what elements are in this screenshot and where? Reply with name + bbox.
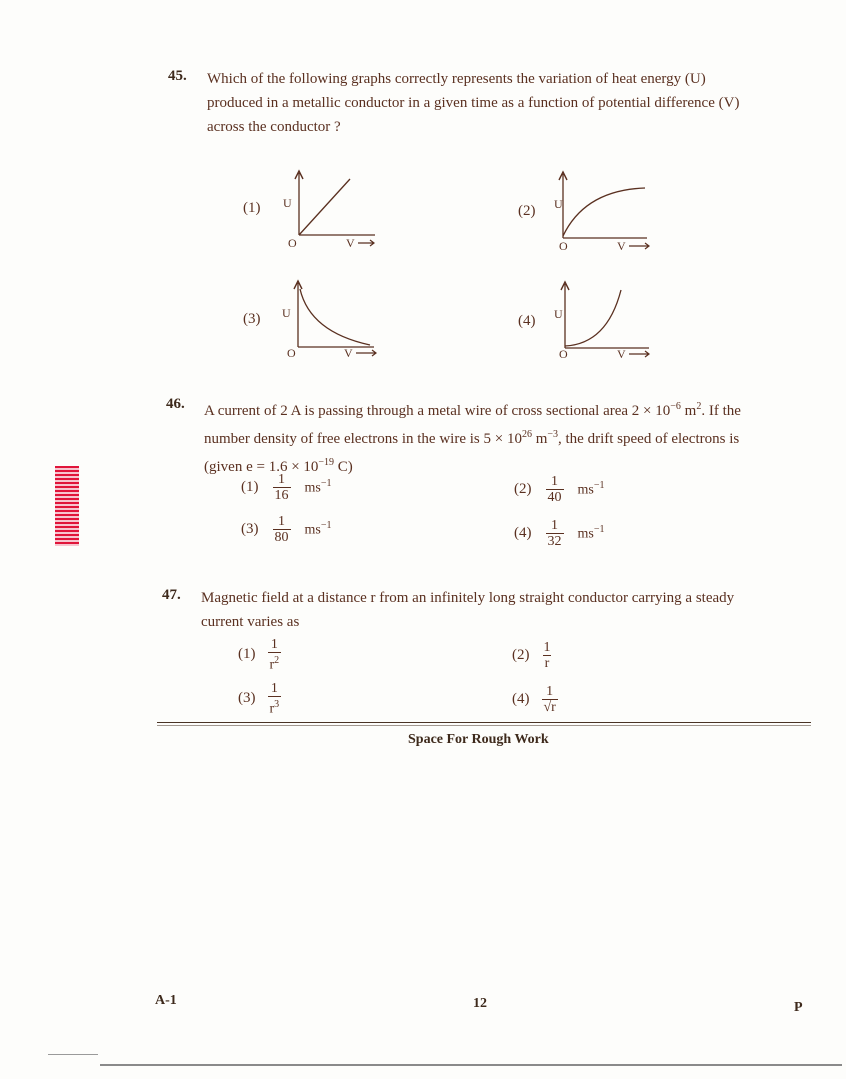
origin-label: O bbox=[288, 236, 297, 250]
q45-graph-2 bbox=[545, 168, 665, 258]
scan-mark bbox=[48, 1054, 98, 1055]
fraction: $\frac{1}{40}$ bbox=[547, 474, 562, 505]
q46-line-3: (given $e = 1.6 \times 10^{-19}$ C) bbox=[204, 457, 353, 475]
q46-line-1: A current of 2 A is passing through a metal wire of cross sectional area $2 \times 10^{-6}$ $m^2$. If the bbox=[204, 401, 741, 419]
q45-line-3: across the conductor ? bbox=[207, 119, 341, 135]
fraction: $\frac{1}{r}$ bbox=[543, 640, 551, 671]
section-divider bbox=[157, 722, 811, 723]
option-label: (3) bbox=[241, 521, 259, 537]
booklet-code: A-1 bbox=[155, 993, 177, 1008]
q45-line-1: Which of the following graphs correctly represents the variation of heat energy (U) bbox=[207, 71, 706, 87]
q47-option-3[interactable] bbox=[238, 681, 281, 717]
x-axis-label: V bbox=[346, 236, 355, 250]
y-axis-label: U bbox=[554, 197, 563, 211]
q45-option-3-label: (3) bbox=[243, 311, 261, 327]
y-axis-label: U bbox=[554, 307, 563, 321]
x-axis-label: V bbox=[617, 347, 626, 361]
section-divider-shadow bbox=[157, 725, 811, 726]
q46-option-2[interactable] bbox=[514, 474, 604, 505]
q47-line-1: Magnetic field at a distance r from an infinitely long straight conductor carrying a steady bbox=[201, 590, 735, 606]
q45-graph-3 bbox=[270, 277, 390, 367]
origin-label: O bbox=[287, 346, 296, 360]
booklet-set: P bbox=[794, 1000, 803, 1015]
unit: $ms^{-1}$ bbox=[304, 478, 332, 496]
option-label: (4) bbox=[512, 691, 530, 707]
option-label: (2) bbox=[512, 647, 530, 663]
q47-line-2: current varies as bbox=[201, 614, 300, 630]
question-45-text bbox=[207, 67, 822, 139]
q45-option-4-label: (4) bbox=[518, 313, 536, 329]
origin-label: O bbox=[559, 239, 568, 253]
unit: $ms^{-1}$ bbox=[304, 520, 332, 538]
option-label: (4) bbox=[514, 525, 532, 541]
x-axis-label: V bbox=[344, 346, 353, 360]
q46-option-1[interactable] bbox=[241, 472, 331, 503]
unit: $ms^{-1}$ bbox=[577, 524, 605, 542]
unit: $ms^{-1}$ bbox=[577, 480, 605, 498]
q45-graph-1 bbox=[270, 165, 390, 255]
question-number-47: 47. bbox=[162, 587, 181, 603]
question-46-text bbox=[204, 395, 816, 479]
option-label: (2) bbox=[514, 481, 532, 497]
fraction: $\frac{1}{80}$ bbox=[274, 514, 289, 545]
option-label: (1) bbox=[241, 479, 259, 495]
q46-option-4[interactable] bbox=[514, 518, 604, 549]
fraction: $\frac{1}{r^3}$ bbox=[269, 681, 280, 717]
origin-label: O bbox=[559, 347, 568, 361]
x-axis-label: V bbox=[617, 239, 626, 253]
question-number-46: 46. bbox=[166, 396, 185, 412]
page-number: 12 bbox=[473, 996, 487, 1011]
fraction: $\frac{1}{32}$ bbox=[547, 518, 562, 549]
page-bottom-edge bbox=[100, 1064, 842, 1066]
q46-line-2: number density of free electrons in the wire is $5 \times 10^{26}$ $m^{-3}$, the drift speed of electrons is bbox=[204, 429, 740, 447]
y-axis-label: U bbox=[282, 306, 291, 320]
q45-graph-4 bbox=[545, 278, 665, 368]
binding-mark bbox=[55, 466, 79, 546]
q46-option-3[interactable] bbox=[241, 514, 331, 545]
q47-option-2[interactable] bbox=[512, 640, 553, 671]
y-axis-label: U bbox=[283, 196, 292, 210]
question-number-45: 45. bbox=[168, 68, 187, 84]
q47-option-1[interactable] bbox=[238, 637, 281, 673]
question-47-text bbox=[201, 586, 816, 634]
option-label: (3) bbox=[238, 690, 256, 707]
q45-option-2-label: (2) bbox=[518, 203, 536, 219]
option-label: (1) bbox=[238, 646, 256, 663]
q47-option-4[interactable] bbox=[512, 684, 558, 715]
fraction: $\frac{1}{r^2}$ bbox=[269, 637, 280, 673]
q45-line-2: produced in a metallic conductor in a given time as a function of potential difference (V) bbox=[207, 95, 740, 111]
q45-option-1-label: (1) bbox=[243, 200, 261, 216]
rough-work-heading: Space For Rough Work bbox=[408, 732, 549, 747]
fraction: $\frac{1}{16}$ bbox=[274, 472, 289, 503]
fraction: $\frac{1}{√r}$ bbox=[543, 684, 556, 715]
